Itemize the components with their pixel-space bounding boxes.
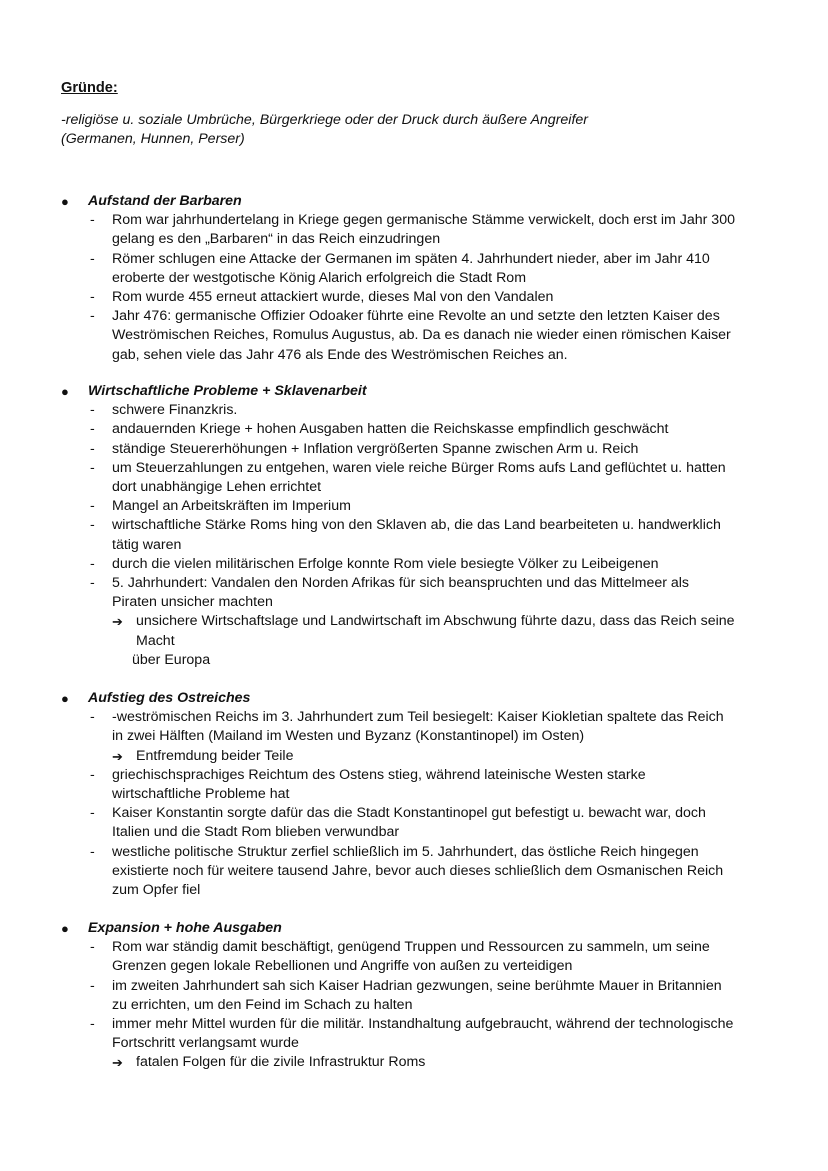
text-line: Kaiser Konstantin sorgte dafür das die Stadt Konstantinopel gut befestigt u. bewacht war, doch bbox=[112, 805, 706, 822]
dash-icon: - bbox=[90, 843, 95, 860]
dash-icon: - bbox=[90, 250, 95, 267]
text-line: Entfremdung beider Teile bbox=[136, 747, 294, 764]
text-line: westliche politische Struktur zerfiel schließlich im 5. Jahrhundert, das östliche Reich hingegen bbox=[112, 843, 699, 860]
section-heading bbox=[0, 689, 828, 708]
dash-icon: - bbox=[90, 766, 95, 783]
list-item bbox=[0, 250, 828, 288]
arrow-right-icon: ➔ bbox=[112, 614, 123, 630]
text-line: schwere Finanzkris. bbox=[112, 402, 238, 419]
text-line: Jahr 476: germanische Offizier Odoaker führte eine Revolte an und setzte den letzten Kaiser des bbox=[112, 308, 720, 325]
list-item bbox=[0, 843, 828, 901]
dash-icon: - bbox=[90, 555, 95, 572]
dash-icon: - bbox=[90, 421, 95, 438]
conclusion-item bbox=[0, 747, 828, 766]
section-heading bbox=[0, 919, 828, 938]
list-item bbox=[0, 459, 828, 497]
text-line: tätig waren bbox=[112, 536, 182, 553]
section-title: Expansion + hohe Ausgaben bbox=[88, 920, 282, 936]
bullet-icon: ● bbox=[61, 384, 69, 399]
dash-icon: - bbox=[90, 440, 95, 457]
text-line: Piraten unsicher machten bbox=[112, 594, 273, 611]
dash-icon: - bbox=[90, 517, 95, 534]
list-item bbox=[0, 288, 828, 307]
section-heading bbox=[0, 192, 828, 211]
text-line: Macht bbox=[136, 632, 175, 649]
text-line: ständige Steuererhöhungen + Inflation vergrößerten Spanne zwischen Arm u. Reich bbox=[112, 440, 639, 457]
list-item bbox=[0, 307, 828, 365]
list-item bbox=[0, 804, 828, 842]
section-heading bbox=[0, 382, 828, 401]
list-item bbox=[0, 420, 828, 439]
text-line: Italien und die Stadt Rom blieben verwundbar bbox=[112, 824, 400, 841]
list-item bbox=[0, 211, 828, 249]
dash-icon: - bbox=[90, 939, 95, 956]
text-line: griechischsprachiges Reichtum des Ostens stieg, während lateinische Westen starke bbox=[112, 766, 646, 783]
text-line: wirtschaftliche Stärke Roms hing von den Sklaven ab, die das Land bearbeiteten u. handwerklich bbox=[112, 517, 721, 534]
text-line: gab, sehen viele das Jahr 476 als Ende des Weströmischen Reiches an. bbox=[112, 346, 568, 363]
bullet-icon: ● bbox=[61, 194, 69, 209]
dash-icon: - bbox=[90, 308, 95, 325]
text-line: im zweiten Jahrhundert sah sich Kaiser Hadrian gezwungen, seine berühmte Mauer in Britannien bbox=[112, 977, 722, 994]
intro-paragraph bbox=[61, 111, 761, 149]
list-item bbox=[0, 440, 828, 459]
text-line: Rom war ständig damit beschäftigt, genügend Truppen und Ressourcen zu sammeln, um seine bbox=[112, 939, 710, 956]
conclusion-item bbox=[0, 1053, 828, 1072]
section bbox=[0, 192, 828, 365]
list-item bbox=[0, 977, 828, 1015]
list-item bbox=[0, 497, 828, 516]
text-line: immer mehr Mittel wurden für die militär. Instandhaltung aufgebraucht, während der technologische bbox=[112, 1016, 734, 1032]
list-item bbox=[0, 401, 828, 420]
dash-icon: - bbox=[90, 289, 95, 305]
text-line: Rom wurde 455 erneut attackiert wurde, dieses Mal von den Vandalen bbox=[112, 289, 554, 305]
list-item bbox=[0, 1015, 828, 1053]
text-line: Mangel an Arbeitskräften im Imperium bbox=[112, 498, 351, 515]
text-line: um Steuerzahlungen zu entgehen, waren viele reiche Bürger Roms aufs Land geflüchtet u. hatten bbox=[112, 459, 726, 476]
list-item bbox=[0, 708, 828, 746]
section bbox=[0, 382, 828, 670]
dash-icon: - bbox=[90, 709, 95, 726]
text-line: zu errichten, um den Feind im Schach zu halten bbox=[112, 996, 413, 1013]
text-line: -weströmischen Reichs im 3. Jahrhundert zum Teil besiegelt: Kaiser Kiokletian spaltete das Reich bbox=[112, 709, 724, 726]
conclusion-item bbox=[0, 612, 828, 670]
text-line: gelang es den „Barbaren“ in das Reich einzudringen bbox=[112, 231, 441, 248]
dash-icon: - bbox=[90, 1016, 95, 1032]
bullet-icon: ● bbox=[61, 691, 69, 706]
text-line: Fortschritt verlangsamt wurde bbox=[112, 1035, 299, 1052]
bullet-icon: ● bbox=[61, 921, 69, 936]
text-line: wirtschaftliche Probleme hat bbox=[112, 786, 290, 802]
text-line: andauernden Kriege + hohen Ausgaben hatten die Reichskasse empfindlich geschwächt bbox=[112, 421, 669, 438]
section-title: Aufstand der Barbaren bbox=[88, 193, 242, 209]
text-line: zum Opfer fiel bbox=[112, 882, 201, 899]
text-line: existierte noch für weitere tausend Jahre, bevor auch dieses schließlich dem Osmanischen Reich bbox=[112, 862, 724, 879]
arrow-right-icon: ➔ bbox=[112, 748, 123, 764]
text-line: dort unabhängige Lehen errichtet bbox=[112, 479, 322, 495]
text-line: 5. Jahrhundert: Vandalen den Norden Afrikas für sich beanspruchten und das Mittelmeer als bbox=[112, 575, 690, 592]
section bbox=[0, 919, 828, 1073]
dash-icon: - bbox=[90, 459, 95, 476]
text-line: in zwei Hälften (Mailand im Westen und Byzanz (Konstantinopel) im Osten) bbox=[112, 728, 585, 745]
text-line: Grenzen gegen lokale Rebellionen und Angriffe von außen zu verteidigen bbox=[112, 958, 573, 975]
text-line: Römer schlugen eine Attacke der Germanen im späten 4. Jahrhundert nieder, aber im Jahr 410 bbox=[112, 250, 710, 267]
list-item bbox=[0, 574, 828, 612]
dash-icon: - bbox=[90, 977, 95, 994]
dash-icon: - bbox=[90, 402, 95, 419]
intro-line: (Germanen, Hunnen, Perser) bbox=[61, 131, 245, 148]
section-title: Wirtschaftliche Probleme + Sklavenarbeit bbox=[88, 383, 367, 399]
page-title: Gründe: bbox=[61, 80, 118, 96]
text-line: Rom war jahrhundertelang in Kriege gegen germanische Stämme verwickelt, doch erst im Jahr 300 bbox=[112, 212, 735, 229]
text-line: durch die vielen militärischen Erfolge konnte Rom viele besiegte Völker zu Leibeigenen bbox=[112, 555, 659, 572]
text-line: über Europa bbox=[132, 651, 211, 668]
list-item bbox=[0, 766, 828, 804]
arrow-right-icon: ➔ bbox=[112, 1055, 123, 1071]
list-item bbox=[0, 938, 828, 976]
text-line: Weströmischen Reiches, Romulus Augustus, ab. Da es danach nie wieder einen römischen Kaiser bbox=[112, 327, 731, 344]
section bbox=[0, 689, 828, 900]
list-item bbox=[0, 516, 828, 554]
list-item bbox=[0, 555, 828, 574]
section-title: Aufstieg des Ostreiches bbox=[88, 690, 251, 706]
text-line: fatalen Folgen für die zivile Infrastruktur Roms bbox=[136, 1054, 426, 1071]
dash-icon: - bbox=[90, 575, 95, 592]
dash-icon: - bbox=[90, 805, 95, 822]
text-line: eroberte der westgotische König Alarich erfolgreich die Stadt Rom bbox=[112, 269, 527, 286]
dash-icon: - bbox=[90, 498, 95, 515]
dash-icon: - bbox=[90, 212, 95, 229]
text-line: unsichere Wirtschaftslage und Landwirtschaft im Abschwung führte dazu, dass das Reich seine bbox=[136, 613, 735, 630]
intro-line: -religiöse u. soziale Umbrüche, Bürgerkriege oder der Druck durch äußere Angreifer bbox=[61, 112, 589, 128]
